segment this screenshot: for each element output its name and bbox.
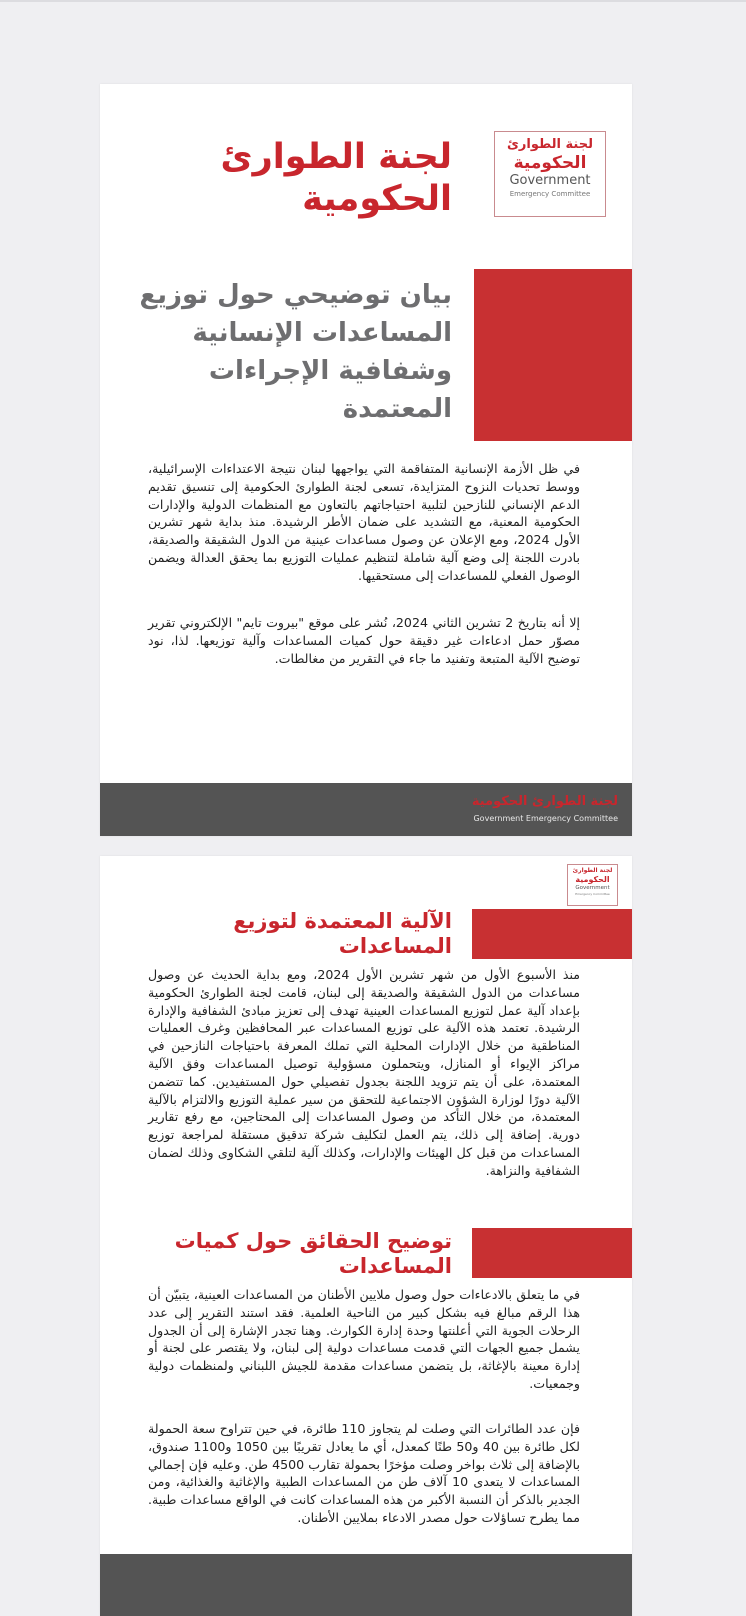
statement-subtitle: بيان توضيحي حول توزيع المساعدات الإنسانية وشفافية الإجراءات المعتمدة [139,280,452,424]
document-page-2 [100,856,632,1616]
logo-arabic-line-1: لجنة الطوارئ [572,867,613,874]
page-footer [100,783,632,836]
logo-arabic-line-2: الحكومية [575,875,610,884]
context-paragraph: إلا أنه بتاريخ 2 تشرين الثاني 2024، نُشر على موقع "بيروت تايم" الإلكتروني تقرير مصوّر حمل ادعاءات غير دقيقة حول كميات المساعدات وآلية توزيعها. لذا، نود توضيح الآلية المتبعة وتفنيد ما جاء في التقرير من مغالطات. [148,615,580,666]
committee-logo-small [567,864,618,906]
footer-english-name: Government Emergency Committee [473,814,618,823]
section-title-mechanism: الآلية المعتمدة لتوزيع المساعدات [233,909,452,958]
red-accent-block [474,269,632,441]
page-title: لجنة الطوارئ الحكومية [220,137,452,219]
logo-english-line-1: Government [509,173,591,188]
facts-paragraph-1: في ما يتعلق بالادعاءات حول وصول ملايين الأطنان من المساعدات العينية، يتبيّن أن هذا الرقم مبالغ فيه بشكل كبير من الناحية العلمية. فقد استند التقرير إلى عدد الرحلات الجوية التي أعلنتها وحدة إدارة الكوارث. وهنا تجدر الإشارة إلى أن الجدول يشمل جميع الجهات التي قدمت مساعدات دولية إلى لبنان، ولا يقتصر على لجنة أو إدارة معينة بالإغاثة، بل يتضمن مساعدات مقدمة للجيش اللبناني ولمنظمات دولية وجمعيات. [148,1287,580,1391]
logo-arabic-line-2: الحكومية [513,153,587,173]
page-footer [100,1554,632,1616]
logo-english-line-1: Government [575,885,610,891]
committee-logo [494,131,606,217]
facts-paragraph-2: فإن عدد الطائرات التي وصلت لم يتجاوز 110 طائرة، في حين تتراوح سعة الحمولة لكل طائرة بين 40 و50 طنًا كمعدل، أي ما يعادل تقريبًا بين 1050 و1100 صندوق، بالإضافة إلى ثلاث بواخر وصلت مؤخرًا بحمولة تقارب 4500 طن. وعليه فإن إجمالي المساعدات لا يتعدى 10 آلاف طن من المساعدات الطبية والإغاثية والغذائية، ومن الجدير بالذكر أن النسبة الأكبر من هذه المساعدات كانت في الواقع مساعدات طبية. مما يطرح تساؤلات حول مصدر الادعاء بملايين الأطنان. [148,1421,580,1525]
document-page-1 [100,84,632,836]
logo-arabic-line-1: لجنة الطوارئ [507,137,593,152]
red-accent-block [472,909,632,959]
logo-english-line-2: Emergency Committee [509,190,591,198]
logo-english-line-2: Emergency Committee [575,892,610,896]
section-title-facts: توضيح الحقائق حول كميات المساعدات [174,1229,452,1278]
top-edge [0,0,746,2]
red-accent-block [472,1228,632,1278]
mechanism-paragraph: منذ الأسبوع الأول من شهر تشرين الأول 2024، ومع بداية الحديث عن وصول مساعدات من الدول الشقيقة والصديقة إلى لبنان، قامت لجنة الطوارئ الحكومية بإعداد آلية عمل لتوزيع المساعدات العينية تهدف إلى تعزيز مبادئ الشفافية والإدارة الرشيدة. تعتمد هذه الآلية على توزيع المساعدات عبر المحافظين وغرف العمليات المناطقية من خلال الإدارات المحلية التي تملك المعرفة باحتياجات النازحين في مراكز الإيواء أو المنازل، ويتحملون مسؤولية توصيل المساعدات وفق الآلية المعتمدة، على أن يتم تزويد اللجنة بجدول تفصيلي حول المستفيدين. كما تتضمن الآلية دورًا لوزارة الشؤون الاجتماعية للتحقق من سير عملية التوزيع والالتزام بالآلية المعتمدة، من خلال التأكد من وصول المساعدات إلى المحتاجين، مع رفع تقارير دورية. إضافة إلى ذلك، يتم العمل لتكليف شركة تدقيق مستقلة لمراجعة توزيع المساعدات من قبل كل الهيئات والإدارات، وكذلك آلية لتلقي الشكاوى وذلك لضمان الشفافية والنزاهة. [148,967,581,1178]
intro-paragraph: في ظل الأزمة الإنسانية المتفاقمة التي يواجهها لبنان نتيجة الاعتداءات الإسرائيلية، ووسط تحديات النزوح المتزايدة، تسعى لجنة الطوارئ الحكومية إلى تنسيق تقديم الدعم الإنساني للنازحين لتلبية احتياجاتهم بالتعاون مع المنظمات الدولية والإدارات الحكومية المعنية، مع التشديد على ضمان الأطر الرشيدة. منذ بداية شهر تشرين الأول 2024، ومع الإعلان عن وصول مساعدات عينية من الدول الشقيقة والصديقة، بادرت اللجنة إلى وضع آلية شاملة لتنظيم عمليات التوزيع بما يحقق العدالة ويضمن الوصول الفعلي للمساعدات إلى مستحقيها. [148,461,581,583]
footer-arabic-name: لجنة الطوارئ الحكومية [471,794,618,809]
